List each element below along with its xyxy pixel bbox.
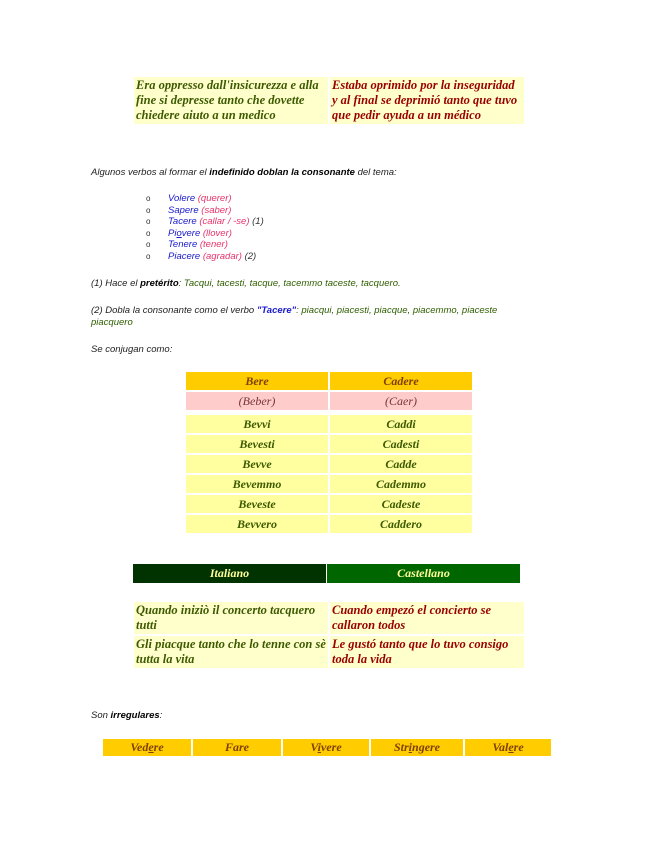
list-item: o Tacere (callar / -se) (1) — [146, 216, 264, 227]
intro-paragraph: Algunos verbos al formar el indefinido doblan la consonante del tema: — [91, 167, 397, 178]
spanish-sentence: Estaba oprimido por la inseguridad y al final se deprimió tanto que tuvo que pedir ayuda a un médico — [330, 77, 524, 124]
examples-table — [132, 600, 526, 670]
list-item: o Piacere (agradar) (2) — [146, 250, 257, 262]
conjugation-table — [184, 370, 474, 535]
header-italiano: Italiano — [133, 564, 326, 583]
translation-table-top — [132, 75, 526, 126]
table-row: Bevvi Caddi — [186, 415, 472, 433]
table-row: Bevesti Cadesti — [186, 435, 472, 453]
list-item: o Volere (querer) — [146, 193, 232, 204]
header-bere: Bere — [186, 372, 328, 390]
table-row: Bevemmo Cademmo — [186, 475, 472, 493]
translation-bere: (Beber) — [186, 392, 328, 410]
list-item: o Piovere (llover) — [146, 227, 232, 239]
table-row: Beveste Cadeste — [186, 495, 472, 513]
irregular-verb: Fare — [193, 739, 281, 756]
note-1: (1) Hace el pretérito: Tacqui, tacesti, tacque, tacemmo taceste, tacquero. — [91, 278, 401, 289]
irregular-verbs-table — [101, 737, 553, 758]
verb-list — [146, 193, 264, 262]
header-castellano: Castellano — [327, 564, 520, 583]
conjugan-label: Se conjugan como: — [91, 344, 173, 355]
note-2: (2) Dobla la consonante como el verbo "Tacere": piacqui, piacesti, piacque, piacemmo, piaceste piacquero — [91, 305, 498, 328]
language-header — [132, 563, 521, 584]
translation-cadere: (Caer) — [330, 392, 472, 410]
irregulares-label: Son irregulares: — [91, 710, 163, 721]
irregular-verb: Vedere — [103, 739, 191, 756]
table-row: Quando iniziò il concerto tacquero tutti Cuando empezó el concierto se callaron todos — [134, 602, 524, 634]
table-row: Bevve Cadde — [186, 455, 472, 473]
table-row: Gli piacque tanto che lo tenne con sè tutta la vita Le gustó tanto que lo tuvo consigo toda la vida — [134, 636, 524, 668]
irregular-verb: Valere — [465, 739, 551, 756]
list-item: o Sapere (saber) — [146, 204, 232, 216]
irregular-verb: Stringere — [371, 739, 463, 756]
header-cadere: Cadere — [330, 372, 472, 390]
italian-sentence: Era oppresso dall'insicurezza e alla fine si depresse tanto che dovette chiedere aiuto a un medico — [134, 77, 328, 124]
list-item: o Tenere (tener) — [146, 239, 228, 250]
table-row: Bevvero Caddero — [186, 515, 472, 533]
irregular-verb: Vivere — [283, 739, 369, 756]
